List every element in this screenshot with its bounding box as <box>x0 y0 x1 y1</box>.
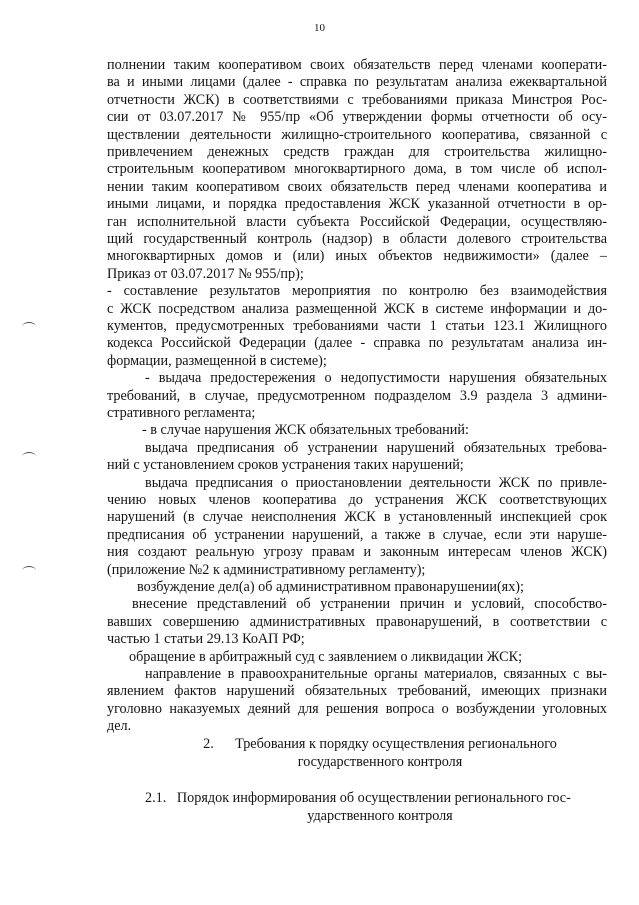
body-line: отчетности ЖСК) в соответствиями с требованиями приказа Минстроя Рос- <box>107 91 607 108</box>
body-line: (приложение №2 к административному регламенту); <box>107 561 426 578</box>
body-line: ния создают реальную угрозу правам и законным интересам членов ЖСК) <box>107 544 607 561</box>
body-line: полнении таким кооперативом своих обязательств перед членами кооперати- <box>107 57 607 73</box>
body-line: дел. <box>107 718 132 735</box>
section-2-number: 2. <box>203 736 214 752</box>
body-line: ган исполнительной власти субъекта Российской Федерации, осуществляю- <box>107 213 607 230</box>
section-2-1-number: 2.1. <box>145 790 167 806</box>
body-line: с ЖСК посредством анализа размещенной ЖСК в системе информации и до- <box>107 300 607 317</box>
page-number: 10 <box>314 22 325 34</box>
body-line: выдача предписания о приостановлении деятельности ЖСК по привле- <box>145 474 607 491</box>
body-line: кодекса Российской Федерации (далее - справка по результатам анализа ин- <box>107 335 607 352</box>
body-line: выдача предписания об устранении нарушений обязательных требова- <box>145 439 607 456</box>
body-line: ва и иными лицами (далее - справка по результатам анализа ежеквартальной <box>107 74 607 91</box>
section-2-1-heading-line2: ударственного контроля <box>307 808 453 824</box>
body-line: - выдача предостережения о недопустимости нарушения обязательных <box>145 370 607 387</box>
body-line: Приказ от 03.07.2017 № 955/пр); <box>107 265 304 282</box>
body-line: внесение представлений об устранении причин и условий, способство- <box>132 596 607 613</box>
body-line: иными лицами, и порядка предоставления ЖСК указанной отчетности в ор- <box>107 196 607 213</box>
body-line: многоквартирных домов и (или) иных объектов недвижимости» (далее – <box>107 248 607 265</box>
body-line: предписания об устранении нарушений, а также в случае, если эти наруше- <box>107 526 607 543</box>
body-line: строительным кооперативом многоквартирного дома, в том числе об испол- <box>107 161 607 178</box>
section-2-title: Требования к порядку осуществления регионального <box>235 736 557 752</box>
body-line: щий государственный контроль (надзор) в области долевого строительства <box>107 231 607 247</box>
body-line: - в случае нарушения ЖСК обязательных требований: <box>142 422 469 439</box>
body-line: частью 1 статьи 29.13 КоАП РФ; <box>107 631 305 648</box>
section-2-heading-line2: государственного контроля <box>297 754 463 770</box>
body-line: явлением фактов нарушений обязательных требований, имеющих признаки <box>107 683 607 700</box>
body-line: - составление результатов мероприятия по контролю без взаимодействия <box>107 283 607 300</box>
body-line: сии от 03.07.2017 № 955/пр «Об утверждении формы отчетности об осу- <box>107 109 607 126</box>
body-line: чению новых членов кооператива до устранения ЖСК соответствующих <box>107 492 607 508</box>
body-line: привлечением денежных средств граждан для строительства жилищно- <box>107 144 607 160</box>
body-line: уголовно наказуемых деяний для решения вопроса о возбуждении уголовных <box>107 700 607 717</box>
body-line: вавших совершению административных правонарушений, в соответствии с <box>107 613 607 630</box>
margin-scan-mark <box>22 322 36 331</box>
body-line: формации, размещенной в системе); <box>107 352 327 369</box>
body-line: ществлении деятельности жилищно-строительного кооператива, связанной с <box>107 126 607 143</box>
margin-scan-mark <box>22 566 36 575</box>
body-line: требований, в случае, предусмотренном подразделом 3.9 раздела 3 админи- <box>107 387 607 404</box>
body-line: кументов, предусмотренных требованиями части 1 статьи 123.1 Жилищного <box>107 318 607 334</box>
body-line: возбуждение дел(а) об административном правонарушении(ях); <box>137 579 524 595</box>
body-line: нении таким кооперативом своих обязательств перед членами кооператива и <box>107 178 607 195</box>
body-line: стративного регламента; <box>107 405 256 421</box>
body-line: ний с установлением сроков устранения таких нарушений; <box>107 457 464 474</box>
margin-scan-mark <box>22 452 36 461</box>
section-2-1-title: Порядок информирования об осуществлении регионального гос- <box>176 790 571 806</box>
body-line: нарушений (в случае неисполнения ЖСК в установленный инспекцией срок <box>107 509 607 526</box>
section-2-heading-line1 <box>180 736 580 753</box>
body-line: обращение в арбитражный суд с заявлением о ликвидации ЖСК; <box>129 648 523 665</box>
section-2-1-heading-line1 <box>145 790 615 807</box>
body-line: направление в правоохранительные органы материалов, связанных с вы- <box>145 666 607 682</box>
